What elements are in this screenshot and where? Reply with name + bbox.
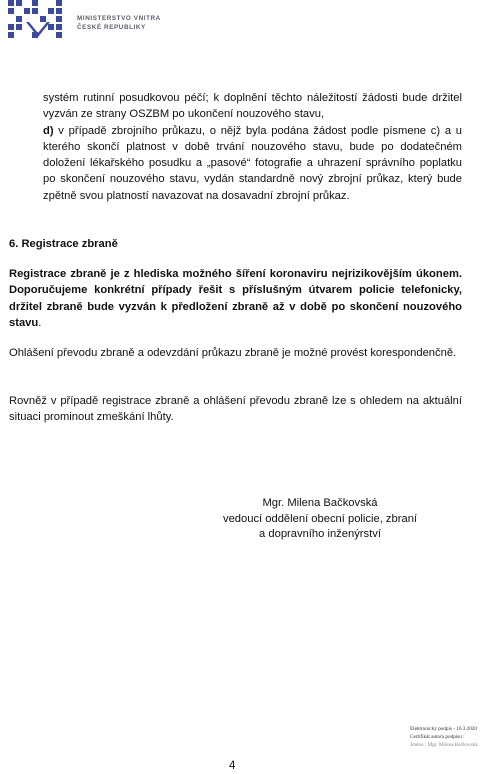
logo-line-country: ČESKÉ REPUBLIKY: [77, 24, 146, 31]
bold-paragraph-text: Registrace zbraně je z hlediska možného šíření koronaviru nejrizikovějším úkonem. Doporučujeme konkrétní případy řešit s příslušným útvarem policie telefonicky, držitel zbraně bude vyzván k předložení zbraně až v době po skončení nouzového stavu: [9, 268, 462, 329]
paragraph-ohlaseni: [9, 345, 462, 361]
signature-position-line2: a dopravního inženýrství: [259, 528, 381, 540]
stamp-line1: Elektronický podpis - 16.3.2020: [410, 726, 477, 732]
signature-block: [200, 496, 440, 543]
ministry-emblem-icon: [8, 0, 68, 40]
section-heading: 6. Registrace zbraně: [9, 238, 118, 250]
paragraph-rovnez: [9, 393, 462, 426]
paragraph-rovnez-text: Rovněž v případě registrace zbraně a ohlášení převodu zbraně lze s ohledem na aktuální situaci prominout zmeškání lhůty.: [9, 395, 462, 424]
paragraph-c-end: systém rutinní posudkovou péčí; k doplnění těchto náležitostí žádosti bude držitel vyzván ze strany OSZBM po ukončení nouzového stavu,: [43, 92, 462, 121]
stamp-line2: Certifikát autora podpisu :: [410, 734, 465, 740]
paragraph-d: [43, 123, 462, 204]
signature-position-line1: vedoucí oddělení obecní policie, zbraní: [222, 512, 418, 525]
list-continuation: [43, 90, 462, 204]
bold-paragraph-end: .: [38, 316, 42, 329]
logo-line-ministry: MINISTERSTVO VNITRA: [77, 15, 161, 22]
paragraph-d-text: v případě zbrojního průkazu, o nějž byla podána žádost podle písmene c) a u kterého skončí platnost v době trvání nouzového stavu, bude po dodatečném doložení lékařského posudku a „pasové“ fotografie a uhrazení správního poplatku po skončení nouzového stavu, vydán standardně nový zbrojní průkaz, který bude zpětně svou platností navazovat na dosavadní zbrojní průkaz.: [43, 124, 462, 202]
page-number: 4: [229, 760, 236, 772]
paragraph-d-label: d): [43, 124, 54, 137]
bold-paragraph: [9, 266, 462, 331]
paragraph-ohlaseni-text: Ohlášení převodu zbraně a odevzdání průkazu zbraně je možné provést korespondenčně.: [9, 347, 457, 359]
signature-name: Mgr. Milena Bačkovská: [262, 497, 378, 509]
stamp-line3: Jméno : Mgr. Milena Bačkovská: [410, 742, 478, 748]
electronic-signature-stamp: [410, 725, 489, 749]
ministry-logo: [8, 0, 178, 40]
